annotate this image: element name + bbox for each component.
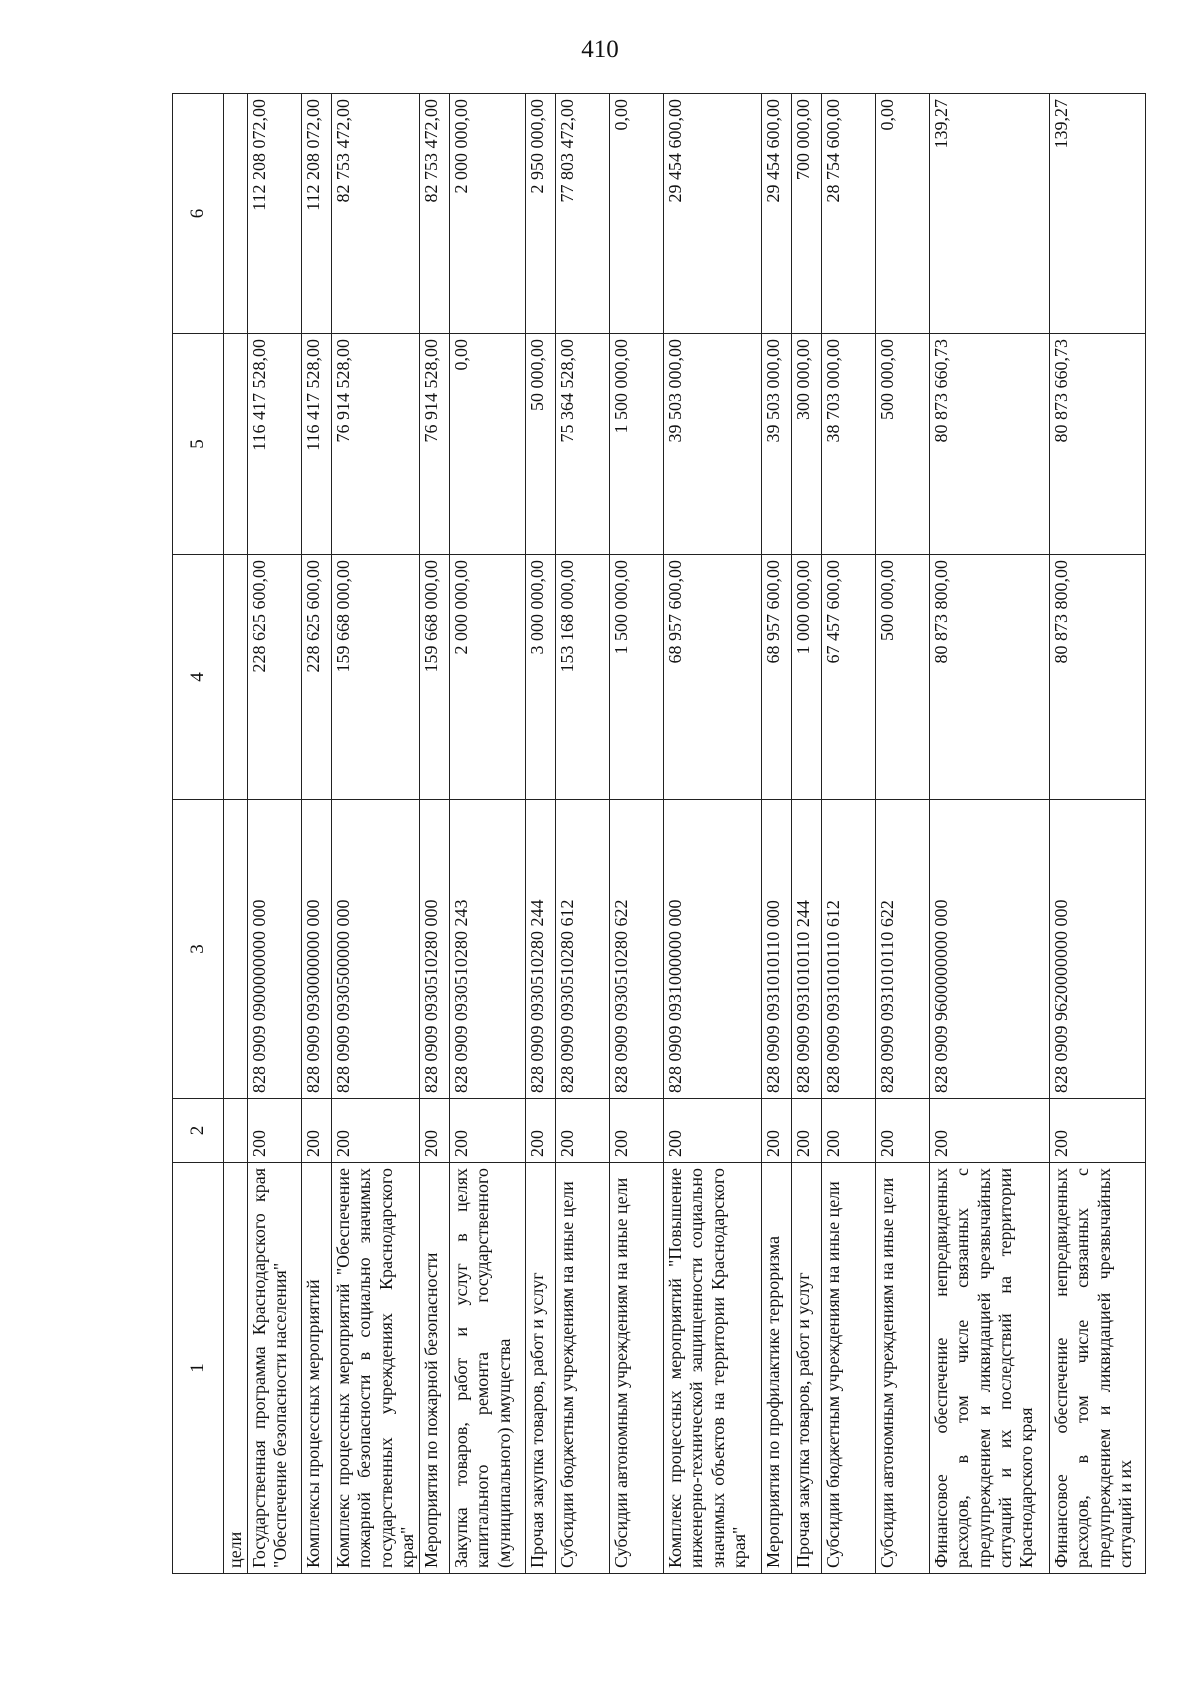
row-code-cell: 200	[526, 1099, 556, 1163]
budget-table-rotated	[172, 94, 1177, 1574]
row-amount-col4-cell: 3 000 000,00	[526, 555, 556, 800]
row-classification-code-cell: 828 0909 0930510280 612	[556, 800, 610, 1099]
row-code-cell: 200	[822, 1099, 876, 1163]
row-name-cell: Финансовое обеспечение непредвиденных расходов, в том числе связанных с предупреждением и ликвидацией чрезвычайных ситуаций и их	[1050, 1163, 1146, 1574]
row-amount-col6-cell: 112 208 072,00	[302, 94, 332, 334]
row-name-cell: Субсидии бюджетным учреждениям на иные цели	[556, 1163, 610, 1574]
row-amount-col5-cell: 300 000,00	[792, 334, 822, 555]
row-name-cell: Мероприятия по профилактике терроризма	[762, 1163, 792, 1574]
row-code-cell: 200	[302, 1099, 332, 1163]
row-classification-code-cell: 828 0909 0930500000 000	[332, 800, 420, 1099]
row-name-cell: Комплекс процессных мероприятий "Повышение инженерно-технической защищенности социально значимых объектов на территории Краснодарского края"	[664, 1163, 762, 1574]
row-amount-col4-cell: 80 873 800,00	[1050, 555, 1146, 800]
row-classification-code-cell: 828 0909 0931010110 244	[792, 800, 822, 1099]
row-amount-col5-cell: 75 364 528,00	[556, 334, 610, 555]
row-amount-col4-cell: 159 668 000,00	[332, 555, 420, 800]
row-name-cell: Субсидии автономным учреждениям на иные цели	[876, 1163, 930, 1574]
row-name-cell: цели	[224, 1163, 248, 1574]
page-number: 410	[581, 36, 619, 63]
row-classification-code-cell	[224, 800, 248, 1099]
row-name-cell: Финансовое обеспечение непредвиденных расходов, в том числе связанных с предупреждением и ликвидацией чрезвычайных ситуаций и их последствий на территории Краснодарского края	[930, 1163, 1050, 1574]
row-amount-col5-cell: 39 503 000,00	[664, 334, 762, 555]
header-cell-4: 4	[173, 555, 224, 800]
table-row	[526, 94, 556, 1574]
row-amount-col6-cell: 82 753 472,00	[332, 94, 420, 334]
row-amount-col4-cell: 1 000 000,00	[792, 555, 822, 800]
table-row	[822, 94, 876, 1574]
row-code-cell: 200	[556, 1099, 610, 1163]
row-amount-col4-cell	[224, 555, 248, 800]
row-code-cell: 200	[664, 1099, 762, 1163]
row-code-cell: 200	[792, 1099, 822, 1163]
row-amount-col4-cell: 153 168 000,00	[556, 555, 610, 800]
table-row	[420, 94, 450, 1574]
row-amount-col4-cell: 228 625 600,00	[248, 555, 302, 800]
row-amount-col6-cell: 139,27	[1050, 94, 1146, 334]
row-amount-col5-cell: 116 417 528,00	[248, 334, 302, 555]
row-amount-col5-cell: 500 000,00	[876, 334, 930, 555]
row-classification-code-cell: 828 0909 0931010110 622	[876, 800, 930, 1099]
header-cell-5: 5	[173, 334, 224, 555]
table-row	[332, 94, 420, 1574]
budget-table-body	[173, 94, 1146, 1574]
row-name-cell: Мероприятия по пожарной безопасности	[420, 1163, 450, 1574]
table-row	[450, 94, 526, 1574]
row-code-cell: 200	[876, 1099, 930, 1163]
row-amount-col5-cell: 1 500 000,00	[610, 334, 664, 555]
row-amount-col5-cell	[224, 334, 248, 555]
row-amount-col5-cell: 38 703 000,00	[822, 334, 876, 555]
table-row	[876, 94, 930, 1574]
row-code-cell: 200	[762, 1099, 792, 1163]
table-row	[248, 94, 302, 1574]
row-classification-code-cell: 828 0909 9620000000 000	[1050, 800, 1146, 1099]
row-code-cell: 200	[248, 1099, 302, 1163]
row-amount-col4-cell: 1 500 000,00	[610, 555, 664, 800]
row-classification-code-cell: 828 0909 0931010110 000	[762, 800, 792, 1099]
row-code-cell: 200	[930, 1099, 1050, 1163]
row-amount-col5-cell: 39 503 000,00	[762, 334, 792, 555]
row-name-cell: Комплекс процессных мероприятий "Обеспечение пожарной безопасности в социально значимых государственных учреждениях Краснодарского края"	[332, 1163, 420, 1574]
row-code-cell: 200	[332, 1099, 420, 1163]
row-amount-col6-cell: 29 454 600,00	[664, 94, 762, 334]
row-amount-col5-cell: 0,00	[450, 334, 526, 555]
row-classification-code-cell: 828 0909 0900000000 000	[248, 800, 302, 1099]
row-classification-code-cell: 828 0909 0930510280 622	[610, 800, 664, 1099]
table-row	[930, 94, 1050, 1574]
row-amount-col4-cell: 67 457 600,00	[822, 555, 876, 800]
row-code-cell: 200	[610, 1099, 664, 1163]
row-amount-col6-cell: 0,00	[876, 94, 930, 334]
row-amount-col5-cell: 50 000,00	[526, 334, 556, 555]
row-name-cell: Государственная программа Краснодарского края "Обеспечение безопасности населения"	[248, 1163, 302, 1574]
row-name-cell: Прочая закупка товаров, работ и услуг	[526, 1163, 556, 1574]
row-code-cell	[224, 1099, 248, 1163]
table-row	[762, 94, 792, 1574]
row-amount-col5-cell: 80 873 660,73	[930, 334, 1050, 555]
row-code-cell: 200	[450, 1099, 526, 1163]
table-row	[664, 94, 762, 1574]
row-amount-col5-cell: 80 873 660,73	[1050, 334, 1146, 555]
table-row	[792, 94, 822, 1574]
row-amount-col4-cell: 228 625 600,00	[302, 555, 332, 800]
row-classification-code-cell: 828 0909 0930510280 243	[450, 800, 526, 1099]
row-name-cell: Прочая закупка товаров, работ и услуг	[792, 1163, 822, 1574]
row-amount-col4-cell: 500 000,00	[876, 555, 930, 800]
header-cell-3: 3	[173, 800, 224, 1099]
row-classification-code-cell: 828 0909 0930000000 000	[302, 800, 332, 1099]
row-amount-col6-cell	[224, 94, 248, 334]
table-row	[224, 94, 248, 1574]
row-classification-code-cell: 828 0909 0930510280 000	[420, 800, 450, 1099]
row-amount-col5-cell: 76 914 528,00	[332, 334, 420, 555]
row-name-cell: Субсидии автономным учреждениям на иные цели	[610, 1163, 664, 1574]
row-amount-col6-cell: 82 753 472,00	[420, 94, 450, 334]
row-amount-col6-cell: 2 000 000,00	[450, 94, 526, 334]
row-amount-col6-cell: 0,00	[610, 94, 664, 334]
header-cell-2: 2	[173, 1099, 224, 1163]
row-name-cell: Субсидии бюджетным учреждениям на иные цели	[822, 1163, 876, 1574]
table-row	[1050, 94, 1146, 1574]
row-amount-col4-cell: 159 668 000,00	[420, 555, 450, 800]
header-cell-1: 1	[173, 1163, 224, 1574]
header-cell-6: 6	[173, 94, 224, 334]
table-row	[302, 94, 332, 1574]
row-amount-col5-cell: 76 914 528,00	[420, 334, 450, 555]
row-name-cell: Комплексы процессных мероприятий	[302, 1163, 332, 1574]
row-amount-col6-cell: 112 208 072,00	[248, 94, 302, 334]
row-amount-col4-cell: 68 957 600,00	[762, 555, 792, 800]
row-amount-col6-cell: 2 950 000,00	[526, 94, 556, 334]
row-classification-code-cell: 828 0909 9600000000 000	[930, 800, 1050, 1099]
row-classification-code-cell: 828 0909 0931000000 000	[664, 800, 762, 1099]
row-amount-col6-cell: 29 454 600,00	[762, 94, 792, 334]
table-row	[556, 94, 610, 1574]
row-amount-col6-cell: 77 803 472,00	[556, 94, 610, 334]
row-classification-code-cell: 828 0909 0930510280 244	[526, 800, 556, 1099]
row-amount-col4-cell: 2 000 000,00	[450, 555, 526, 800]
row-code-cell: 200	[1050, 1099, 1146, 1163]
budget-table	[172, 93, 1146, 1574]
table-row	[610, 94, 664, 1574]
row-amount-col4-cell: 80 873 800,00	[930, 555, 1050, 800]
row-amount-col4-cell: 68 957 600,00	[664, 555, 762, 800]
header-row	[173, 94, 224, 1574]
row-classification-code-cell: 828 0909 0931010110 612	[822, 800, 876, 1099]
row-amount-col5-cell: 116 417 528,00	[302, 334, 332, 555]
row-code-cell: 200	[420, 1099, 450, 1163]
row-name-cell: Закупка товаров, работ и услуг в целях капитального ремонта государственного (муниципального) имущества	[450, 1163, 526, 1574]
row-amount-col6-cell: 28 754 600,00	[822, 94, 876, 334]
row-amount-col6-cell: 139,27	[930, 94, 1050, 334]
row-amount-col6-cell: 700 000,00	[792, 94, 822, 334]
